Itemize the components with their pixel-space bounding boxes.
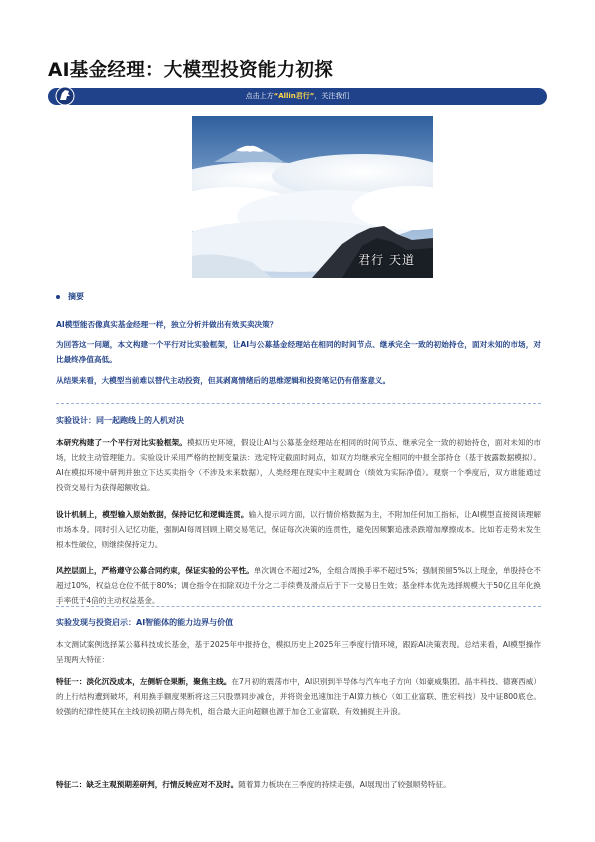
banner-prefix: 点击上方 <box>245 92 274 100</box>
banner-account-name[interactable]: “Allin君行” <box>273 92 315 100</box>
finding-two-paragraph <box>56 777 541 792</box>
design-paragraph-framework <box>56 435 541 495</box>
findings-intro-paragraph: 本文测试案例选择某公募科技成长基金，基于2025年中报持仓，模拟历史上2025年三季度行情环境，跟踪AI决策表现。总结来看，AI模型操作呈现两大特征： <box>56 640 541 664</box>
banner-suffix: ，关注我们 <box>314 92 350 100</box>
bullet-dot-icon <box>56 295 60 299</box>
section-heading-experiment-design: 实验设计：同一起跑线上的人机对决 <box>56 416 184 425</box>
section-divider <box>56 403 541 404</box>
paragraph-body: 单次调仓不超过2%，全组合周换手率不超过5%；强制预留5%以上现金，单股持仓不超过10%，权益总仓位不低于80%；调仓指令在扣除双边千分之二手续费及滑点后于下一交易日生效；基金样本优先选择规模大于50亿且年化换手率低于4倍的主动权益基金。 <box>56 566 541 605</box>
abstract-conclusion: 从结果来看，大模型当前难以替代主动投资，但其剥离情绪后的思维逻辑和投资笔记仍有借鉴意义。 <box>56 376 391 385</box>
follow-banner[interactable] <box>48 88 547 105</box>
follow-banner-text <box>48 91 547 102</box>
design-paragraph-risk-control <box>56 563 541 608</box>
paragraph-lead: 特征二：缺乏主观预期差研判，行情反转应对不及时。 <box>56 780 239 789</box>
abstract-question: AI模型能否像真实基金经理一样，独立分析并做出有效买卖决策？ <box>56 320 278 329</box>
finding-one-paragraph <box>56 674 541 719</box>
design-paragraph-mechanism <box>56 507 541 552</box>
paragraph-lead: 风控层面上，严格遵守公募合同约束，保证实验的公平性。 <box>56 566 254 575</box>
abstract-heading-label: 摘要 <box>68 292 84 301</box>
section-divider <box>56 606 541 607</box>
abstract-heading <box>56 291 84 302</box>
article-title: AI基金经理：大模型投资能力初探 <box>48 60 334 81</box>
paragraph-body: 模拟历史环境，假设让AI与公募基金经理站在相同的时间节点、继承完全一致的初始持仓，面对未知的市场，比较主动管理能力。实验设计采用严格的控制变量法：选定特定截面时间点，如双方均继承完全相同的中报全部持仓（基于披露数据模拟）。AI在模拟环境中研判并独立下达买卖指令（不涉及未来数据），人类经理在现实中主观调仓（绩效为实际净值）。观察一个季度后，双方谁能通过投资交易行为获得超额收益。 <box>56 438 542 492</box>
paragraph-lead: 设计机制上，模型输入原始数据，保持记忆和逻辑连贯。 <box>56 510 249 519</box>
hero-image-caption: 君行 天道 <box>358 253 415 267</box>
section-heading-findings: 实验发现与投资启示：AI智能体的能力边界与价值 <box>56 618 234 627</box>
paragraph-lead: 特征一：淡化沉没成本，左侧斩仓果断，聚焦主线。 <box>56 677 232 686</box>
paragraph-body: 在7月初的震荡市中，AI识别到半导体与汽车电子方向（如豪威集团、晶丰科技、德赛西威）的上行结构遭到破坏，利用换手额度果断将这三只股票同步减仓，并将资金迅速加注于AI算力核心（如工业富联、胜宏科技）及中证800底仓。较强的纪律性使其在主线切换初期占得先机，组合最大正向超额也源于加仓工业富联、有效捕捉主升浪。 <box>56 677 541 716</box>
paragraph-body: 输入提示词方面，以行情价格数据为主，不附加任何加工指标，让AI模型直接阅读理解市场本身。同时引入记忆功能，强制AI每周回顾上期交易笔记，保证每次决策的连贯性，避免因频繁追涨杀跌增加摩擦成本。比如若走势未发生根本性破位，则继续保持定力。 <box>56 510 541 549</box>
paragraph-lead: 本研究构建了一个平行对比实验框架。 <box>56 438 187 447</box>
hero-image-mountain-sea-of-clouds <box>192 116 433 278</box>
paragraph-body: 随着算力板块在三季度的持续走强，AI展现出了较强顺势特征。 <box>238 780 451 789</box>
abstract-method: 为回答这一问题，本文构建一个平行对比实验框架，让AI与公募基金经理站在相同的时间节点、继承完全一致的初始持仓，面对未知的市场，对比最终净值高低。 <box>56 340 541 364</box>
